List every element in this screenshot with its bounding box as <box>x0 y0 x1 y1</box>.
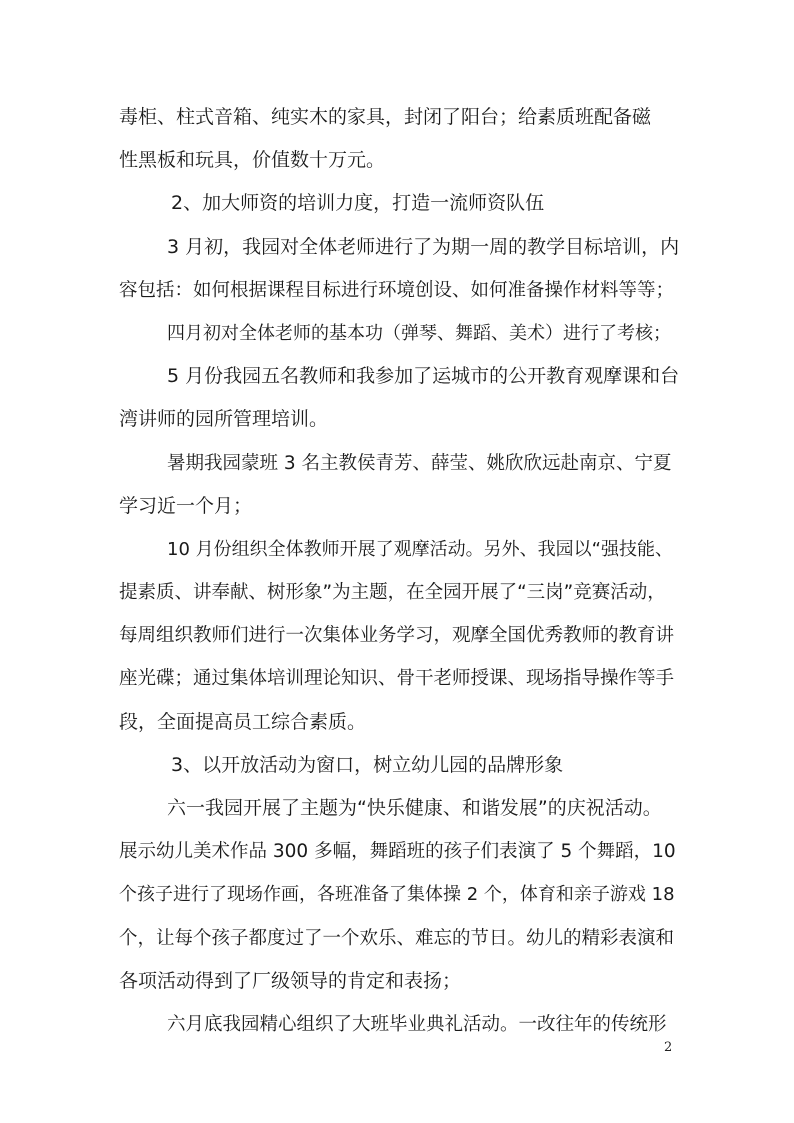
text-line: 提素质、讲奉献、树形象”为主题，在全园开展了“三岗”竞赛活动， <box>119 582 666 604</box>
section-heading: 2、加大师资的培训力度，打造一流师资队伍 <box>171 192 545 215</box>
text-line: 四月初对全体老师的基本功（弹琴、舞蹈、美术）进行了考核； <box>167 322 671 344</box>
text-line: 座光碟；通过集体培训理论知识、骨干老师授课、现场指导操作等手 <box>119 668 675 690</box>
text-line: 各项活动得到了厂级领导的肯定和表扬； <box>119 969 462 992</box>
text-line: 每周组织教师们进行一次集体业务学习，观摩全国优秀教师的教育讲 <box>119 625 675 647</box>
text-line: 个，让每个孩子都度过了一个欢乐、难忘的节日。幼儿的精彩表演和 <box>119 927 675 949</box>
body-text <box>119 96 679 1046</box>
text-line: 个孩子进行了现场作画，各班准备了集体操 2 个，体育和亲子游戏 18 <box>119 884 675 906</box>
text-line: 毒柜、柱式音箱、纯实木的家具，封闭了阳台；给素质班配备磁 <box>119 106 652 128</box>
text-line: 性黑板和玩具，价值数十万元。 <box>119 149 386 172</box>
text-line: 5 月份我园五名教师和我参加了运城市的公开教育观摩课和台 <box>167 365 680 388</box>
text-line: 暑期我园蒙班 3 名主教侯青芳、薛莹、姚欣欣远赴南京、宁夏 <box>167 452 672 474</box>
text-line: 六月底我园精心组织了大班毕业典礼活动。一改往年的传统形 <box>167 1013 667 1035</box>
text-line: 湾讲师的园所管理培训。 <box>119 408 329 431</box>
page-number: 2 <box>664 1040 673 1055</box>
text-line: 六一我园开展了主题为“快乐健康、和谐发展”的庆祝活动。 <box>167 797 662 819</box>
text-line: 容包括：如何根据课程目标进行环境创设、如何准备操作材料等等； <box>119 279 675 301</box>
text-line: 学习近一个月； <box>119 494 253 517</box>
text-line: 段，全面提高员工综合素质。 <box>119 710 367 733</box>
text-line: 10 月份组织全体教师开展了观摩活动。另外、我园以“强技能、 <box>167 538 673 560</box>
section-heading: 3、以开放活动为窗口，树立幼儿园的品牌形象 <box>171 753 564 776</box>
text-line: 3 月初，我园对全体老师进行了为期一周的教学目标培训，内 <box>167 235 680 258</box>
text-line: 展示幼儿美术作品 300 多幅，舞蹈班的孩子们表演了 5 个舞蹈，10 <box>119 841 676 863</box>
